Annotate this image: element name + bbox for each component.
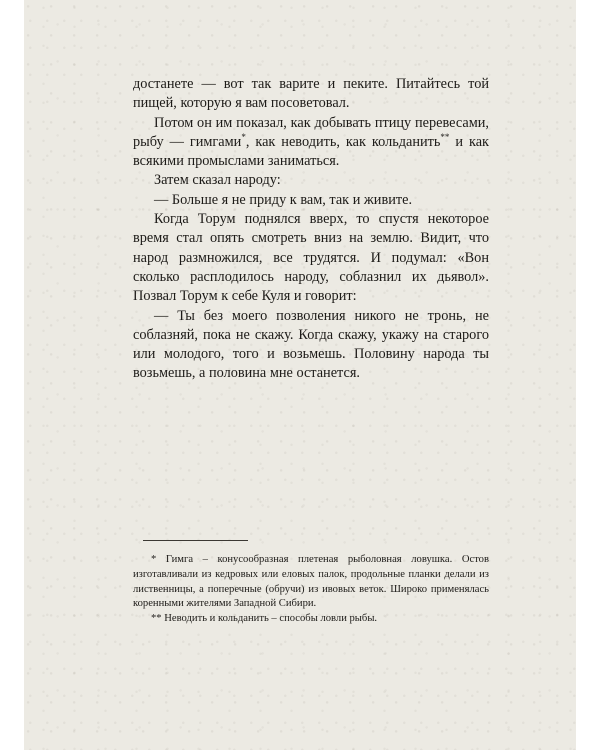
footnote-ref-2: ** bbox=[440, 132, 450, 143]
footnote-1: * Гимга – конусообразная плетеная рыболовная ловушка. Остов изготавливали из кедровых или еловых палок, продольные планки делали из лиственницы, а поперечные (обручи) из ивовых веток. Широко применялась коренными жителями Западной Сибири. bbox=[133, 554, 489, 610]
paragraph-2-part-3: и как всякими промыслами заниматься. bbox=[133, 133, 489, 170]
paragraph-3: Затем сказал народу: bbox=[154, 172, 281, 189]
footnotes bbox=[133, 553, 489, 627]
paragraph-6: — Ты без моего позволения никого не тронь, не соблазняй, пока не скажу. Когда скажу, укажу на старого или молодого, того и возьмешь. Половину народа ты возьмешь, а половина мне останется. bbox=[133, 307, 489, 382]
paragraph-2-part-1: Потом он им показал, как добывать птицу перевесами, рыбу — гимгами bbox=[133, 114, 489, 150]
footnote-2: ** Неводить и кольданить – способы ловли рыбы. bbox=[151, 613, 378, 625]
book-page bbox=[24, 0, 576, 750]
paragraph-2 bbox=[133, 114, 489, 172]
footnote-divider bbox=[143, 540, 248, 541]
paragraph-1: достанете — вот так варите и пеките. Питайтесь той пищей, которую я вам посоветовал. bbox=[133, 76, 489, 112]
main-text bbox=[133, 75, 489, 384]
paragraph-5: Когда Торум поднялся вверх, то спустя некоторое время стал опять смотреть вниз на землю. Видит, что народ размножился, все трудятся. И подумал: «Вон сколько расплодилось народу, соблазнил их дьявол». Позвал Торум к себе Куля и говорит: bbox=[133, 211, 489, 305]
paragraph-4: — Больше я не приду к вам, так и живите. bbox=[154, 191, 413, 208]
footnote-ref-1: * bbox=[241, 132, 246, 143]
paragraph-2-part-2: , как неводить, как кольданить bbox=[245, 133, 441, 150]
